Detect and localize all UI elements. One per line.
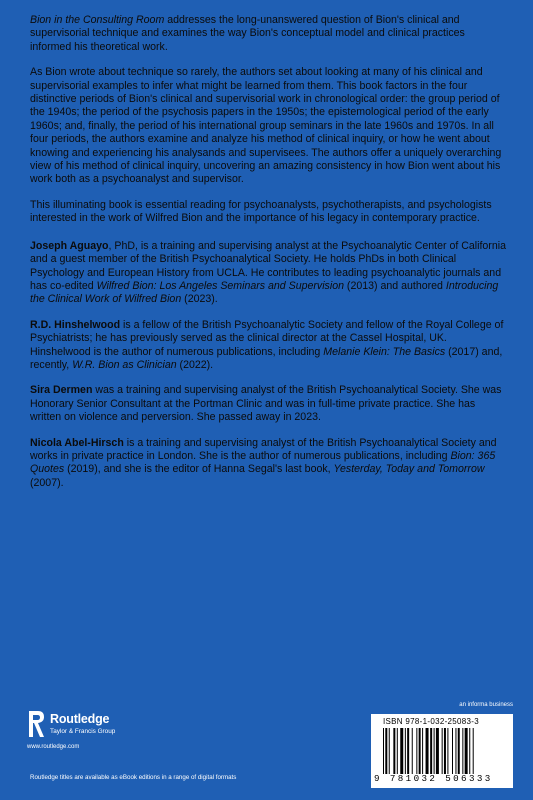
author-name: Nicola Abel-Hirsch	[30, 436, 124, 449]
barcode-stripe	[436, 728, 439, 774]
author-name: R.D. Hinshelwood	[30, 318, 121, 331]
barcode-stripe	[422, 728, 423, 774]
bio-text: (2023).	[181, 293, 218, 306]
barcode-stripe	[434, 728, 435, 774]
barcode-stripe	[416, 728, 417, 774]
description-paragraph-2: As Bion wrote about technique so rarely, the authors set about looking at many of his clinical and supervisorial examples to infer what might be learned from them. This book factors in the four distinctive periods of Bion's clinical and supervisorial work in chronological order: the group period of the 1940s; the period of the psychosis papers in the 1950s; the epistemological period of the early 1960s; and, finally, the period of his international group seminars in the late 1960s and 1970s. In all four periods, the authors examine and analyze his method of clinical inquiry, or how he went about knowing and experiencing his analysands and supervisees. The authors offer a uniquely overarching view of his method of clinical inquiry, uncovering an amazing consistency in how Bion went about his work both as a psychoanalyst and supervisor.	[30, 66, 502, 186]
bio-text: (2022).	[176, 358, 214, 371]
barcode-stripe	[465, 728, 468, 774]
bio-text: (2007).	[30, 476, 64, 489]
ebook-note: Routledge titles are available as eBook editions in a range of digital formats	[30, 774, 237, 781]
publisher-group: Taylor & Francis Group	[50, 728, 116, 735]
barcode-bars	[383, 728, 505, 774]
author-name: Sira Dermen	[30, 384, 93, 397]
book-title: Bion in the Consulting Room	[30, 14, 165, 26]
barcode-area	[371, 702, 513, 788]
book-title: Introducing the Clinical Work of Wilfred Bion	[30, 279, 499, 306]
barcode-digits: 9 781032 506333	[374, 773, 493, 784]
barcode-stripe	[452, 728, 453, 774]
isbn-text: ISBN 978-1-032-25083-3	[383, 717, 479, 726]
bio-text: (2017) and, recently,	[30, 345, 503, 371]
barcode-stripe	[385, 728, 387, 774]
barcode-stripe	[473, 728, 474, 774]
publisher-logo	[27, 709, 157, 754]
bio-text: is a training and supervising analyst of the British Psychoanalytical Society and works in private practice in London. She is the author of numerous publications, including	[30, 436, 497, 462]
barcode-stripe	[444, 728, 446, 774]
barcode-stripe	[458, 728, 460, 774]
bio-text: (2013) and authored	[343, 279, 446, 292]
author-bio-dermen	[30, 384, 508, 424]
bio-text: (2019), and she is the editor of Hanna Segal's last book,	[64, 463, 334, 476]
book-title: Wilfred Bion: Los Angeles Seminars and Supervision	[96, 279, 344, 292]
author-name: Joseph Aguayo	[30, 239, 109, 252]
barcode-stripe	[469, 728, 470, 774]
author-bio-aguayo	[30, 240, 508, 307]
barcode-stripe	[389, 728, 390, 774]
description-paragraph-1	[30, 14, 508, 54]
publisher-url: www.routledge.com	[27, 744, 80, 750]
bio-text: was a training and supervising analyst of the British Psychoanalytical Society. She was Honorary Senior Consultant at the Portman Clinic and was in full-time private practice. She has written on violence and perversion. She passed away in 2023.	[30, 384, 502, 424]
book-title: Yesterday, Today and Tomorrow	[333, 463, 485, 476]
description-text: addresses the long-unanswered question of Bion's clinical and supervisorial technique and examines the way Bion's conceptual model and clinical practices informed his theoretical work.	[30, 14, 465, 53]
publisher-name: Routledge	[50, 712, 110, 726]
author-bio-hinshelwood	[30, 319, 508, 373]
routledge-r-icon	[27, 709, 47, 741]
barcode-stripe	[405, 728, 406, 774]
barcode-stripe	[393, 728, 395, 774]
imprint-text: an informa business	[459, 702, 513, 708]
bio-text: , PhD, is a training and supervising analyst at the Psychoanalytic Center of California and a guest member of the British Psychoanalytical Society. He holds PhDs in both Clinical Psychology and European History from UCLA. He contributes to leading psychoanalytic journals and has co-edited	[30, 239, 506, 292]
barcode-box	[371, 714, 513, 788]
barcode-stripe	[430, 728, 432, 774]
book-title: W.R. Bion as Clinician	[72, 358, 177, 371]
barcode-stripe	[455, 728, 456, 774]
barcode-stripe	[407, 728, 409, 774]
description-paragraph-3: This illuminating book is essential reading for psychoanalysts, psychotherapists, and psychologists interested in the work of Wilfred Bion and the importance of his legacy in contemporary practice.	[30, 198, 492, 225]
barcode-stripe	[397, 728, 398, 774]
book-title: Bion: 365 Quotes	[30, 449, 496, 476]
barcode-stripe	[462, 728, 463, 774]
barcode-stripe	[426, 728, 429, 774]
bio-text: is a fellow of the British Psychoanalytic Society and fellow of the Royal College of Psychiatrists; he has previously served as the clinical director at the Cassel Hospital, UK. Hinshelwood is the author of numerous publications, including	[30, 318, 504, 358]
barcode-stripe	[447, 728, 448, 774]
book-title: Melanie Klein: The Basics	[323, 345, 446, 358]
barcode-stripe	[419, 728, 421, 774]
barcode-stripe	[412, 728, 413, 774]
barcode-stripe	[442, 728, 443, 774]
barcode-stripe	[400, 728, 403, 774]
barcode-stripe	[383, 728, 384, 774]
author-bio-abel-hirsch	[30, 437, 508, 491]
back-cover-text	[30, 14, 508, 502]
